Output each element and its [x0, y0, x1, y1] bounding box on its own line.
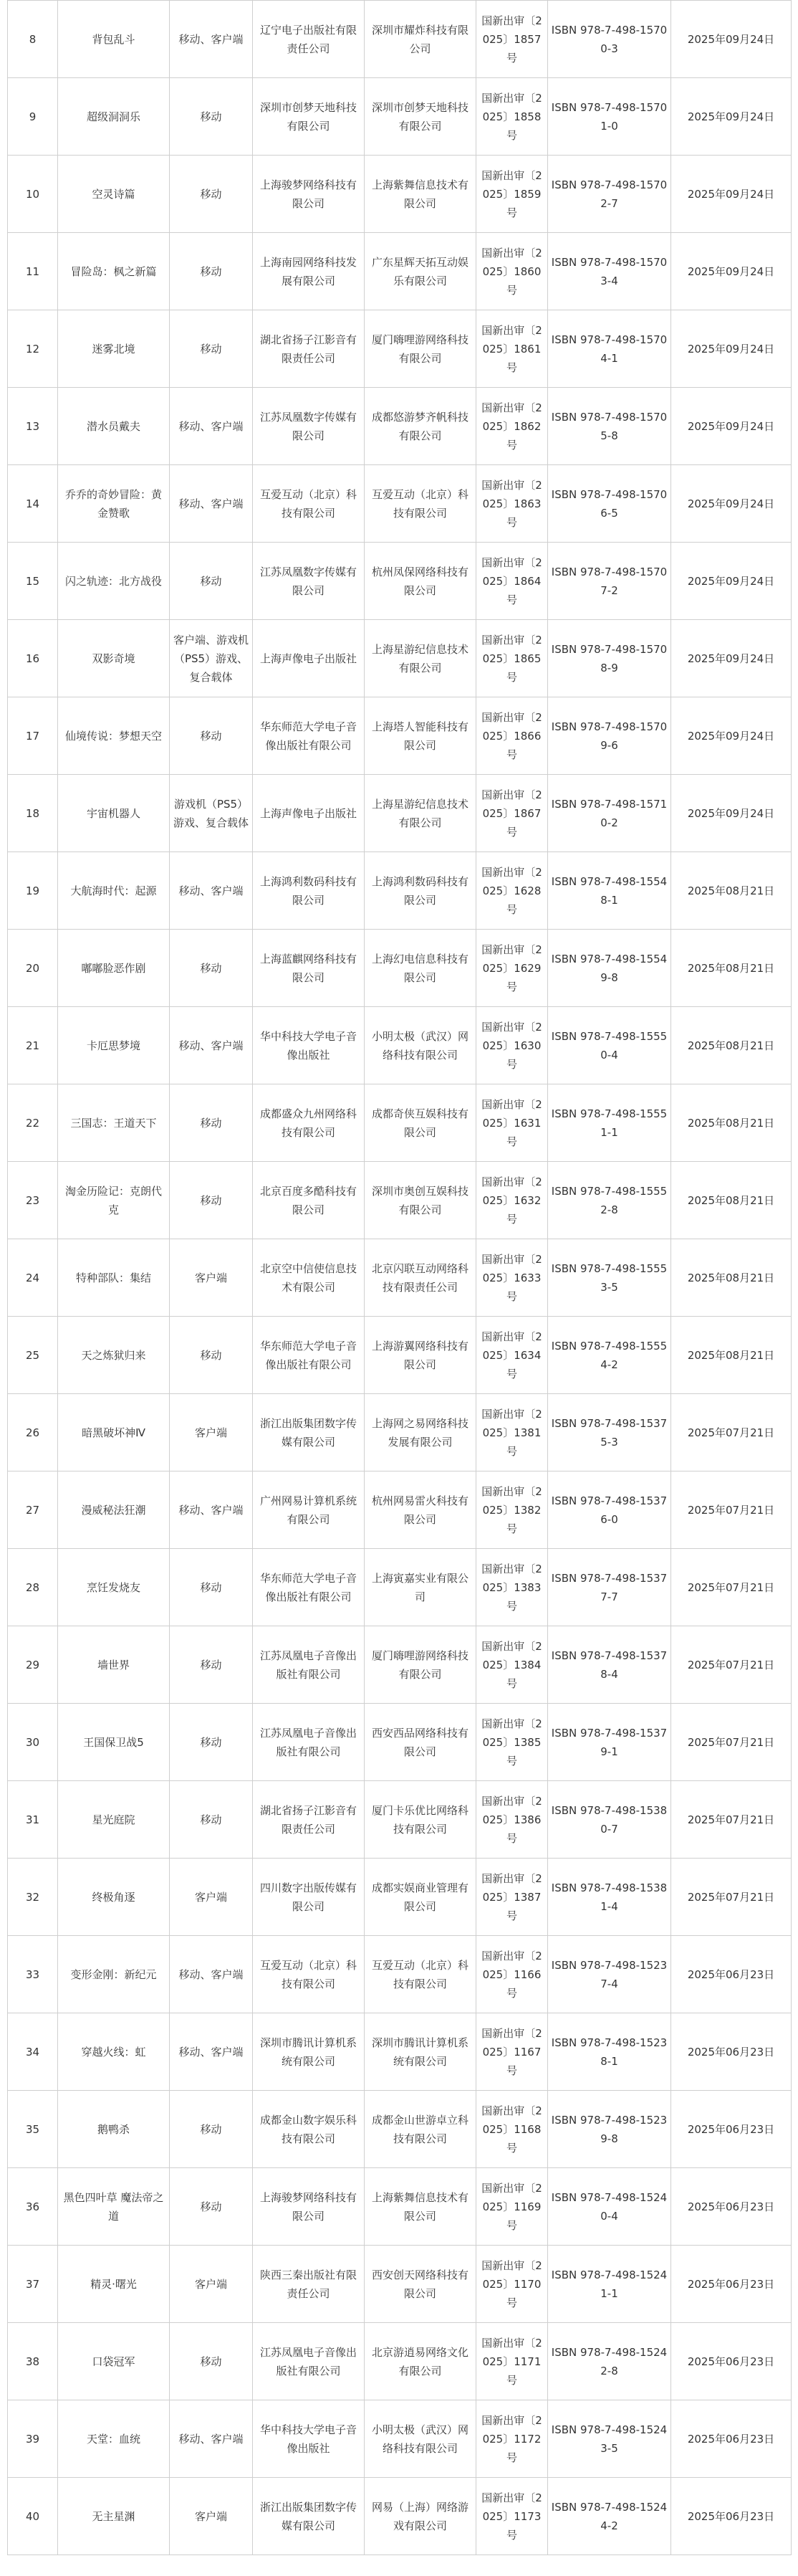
row-number-cell: 34 [8, 2013, 58, 2091]
row-number-cell: 38 [8, 2323, 58, 2400]
game-name-cell: 终极角逐 [58, 1859, 170, 1936]
isbn-cell: ISBN 978-7-498-15239-8 [548, 2091, 671, 2168]
approval-number-cell: 国新出审〔2025〕1632号 [476, 1162, 548, 1239]
approval-number-cell: 国新出审〔2025〕1861号 [476, 310, 548, 388]
row-number-cell: 39 [8, 2400, 58, 2478]
table-row [8, 1859, 792, 1936]
isbn-cell: ISBN 978-7-498-15549-8 [548, 930, 671, 1007]
operator-cell: 互爱互动（北京）科技有限公司 [365, 1936, 476, 2013]
table-row [8, 2478, 792, 2555]
row-number-cell: 32 [8, 1859, 58, 1936]
operator-cell: 上海寅嘉实业有限公司 [365, 1549, 476, 1626]
isbn-cell: ISBN 978-7-498-15705-8 [548, 388, 671, 465]
platform-cell: 移动、客户端 [170, 1936, 253, 2013]
operator-cell: 北京闪联互动网络科技有限责任公司 [365, 1239, 476, 1317]
game-name-cell: 暗黑破坏神Ⅳ [58, 1394, 170, 1471]
platform-cell: 移动 [170, 233, 253, 310]
approval-date-cell: 2025年09月24日 [671, 156, 792, 233]
isbn-cell: ISBN 978-7-498-15708-9 [548, 620, 671, 697]
game-name-cell: 迷雾北境 [58, 310, 170, 388]
approval-date-cell: 2025年08月21日 [671, 1162, 792, 1239]
publisher-cell: 北京百度多酷科技有限公司 [253, 1162, 365, 1239]
publisher-cell: 上海骏梦网络科技有限公司 [253, 156, 365, 233]
isbn-cell: ISBN 978-7-498-15704-1 [548, 310, 671, 388]
table-row [8, 543, 792, 620]
approval-number-cell: 国新出审〔2025〕1628号 [476, 852, 548, 930]
row-number-cell: 35 [8, 2091, 58, 2168]
approval-date-cell: 2025年09月24日 [671, 620, 792, 697]
approval-number-cell: 国新出审〔2025〕1863号 [476, 465, 548, 543]
approval-date-cell: 2025年07月21日 [671, 1781, 792, 1859]
approval-number-cell: 国新出审〔2025〕1858号 [476, 78, 548, 156]
platform-cell: 移动 [170, 156, 253, 233]
row-number-cell: 18 [8, 775, 58, 852]
platform-cell: 移动 [170, 1704, 253, 1781]
approval-date-cell: 2025年07月21日 [671, 1549, 792, 1626]
table-row [8, 1394, 792, 1471]
row-number-cell: 33 [8, 1936, 58, 2013]
approval-number-cell: 国新出审〔2025〕1867号 [476, 775, 548, 852]
operator-cell: 厦门卡乐优比网络科技有限公司 [365, 1781, 476, 1859]
row-number-cell: 26 [8, 1394, 58, 1471]
approval-date-cell: 2025年07月21日 [671, 1626, 792, 1704]
operator-cell: 上海紫舞信息技术有限公司 [365, 156, 476, 233]
approval-date-cell: 2025年07月21日 [671, 1394, 792, 1471]
publisher-cell: 江苏凤凰电子音像出版社有限公司 [253, 1704, 365, 1781]
publisher-cell: 华中科技大学电子音像出版社 [253, 2400, 365, 2478]
table-row [8, 620, 792, 697]
operator-cell: 小明太极（武汉）网络科技有限公司 [365, 2400, 476, 2478]
platform-cell: 客户端 [170, 1859, 253, 1936]
publisher-cell: 辽宁电子出版社有限责任公司 [253, 1, 365, 78]
platform-cell: 移动 [170, 543, 253, 620]
operator-cell: 杭州凤保网络科技有限公司 [365, 543, 476, 620]
row-number-cell: 13 [8, 388, 58, 465]
publisher-cell: 上海骏梦网络科技有限公司 [253, 2168, 365, 2246]
approval-date-cell: 2025年09月24日 [671, 465, 792, 543]
publisher-cell: 湖北省扬子江影音有限责任公司 [253, 310, 365, 388]
row-number-cell: 20 [8, 930, 58, 1007]
platform-cell: 移动 [170, 1084, 253, 1162]
approval-date-cell: 2025年07月21日 [671, 1471, 792, 1549]
row-number-cell: 16 [8, 620, 58, 697]
isbn-cell: ISBN 978-7-498-15240-4 [548, 2168, 671, 2246]
operator-cell: 成都奇侠互娱科技有限公司 [365, 1084, 476, 1162]
game-name-cell: 王国保卫战5 [58, 1704, 170, 1781]
approval-number-cell: 国新出审〔2025〕1865号 [476, 620, 548, 697]
approval-date-cell: 2025年09月24日 [671, 775, 792, 852]
row-number-cell: 22 [8, 1084, 58, 1162]
row-number-cell: 37 [8, 2246, 58, 2323]
game-name-cell: 双影奇境 [58, 620, 170, 697]
table-row [8, 78, 792, 156]
approval-date-cell: 2025年06月23日 [671, 2246, 792, 2323]
publisher-cell: 浙江出版集团数字传媒有限公司 [253, 2478, 365, 2555]
table-row [8, 1162, 792, 1239]
publisher-cell: 互爱互动（北京）科技有限公司 [253, 1936, 365, 2013]
approval-date-cell: 2025年06月23日 [671, 2400, 792, 2478]
row-number-cell: 11 [8, 233, 58, 310]
operator-cell: 成都金山世游卓立科技有限公司 [365, 2091, 476, 2168]
operator-cell: 互爱互动（北京）科技有限公司 [365, 465, 476, 543]
operator-cell: 成都悠游梦齐帆科技有限公司 [365, 388, 476, 465]
isbn-cell: ISBN 978-7-498-15554-2 [548, 1317, 671, 1394]
approval-date-cell: 2025年09月24日 [671, 543, 792, 620]
game-name-cell: 闪之轨迹：北方战役 [58, 543, 170, 620]
platform-cell: 移动 [170, 697, 253, 775]
approval-date-cell: 2025年08月21日 [671, 1007, 792, 1084]
approval-date-cell: 2025年08月21日 [671, 930, 792, 1007]
approval-date-cell: 2025年09月24日 [671, 310, 792, 388]
platform-cell: 移动 [170, 2168, 253, 2246]
approval-number-cell: 国新出审〔2025〕1381号 [476, 1394, 548, 1471]
approval-date-cell: 2025年07月21日 [671, 1859, 792, 1936]
publisher-cell: 深圳市腾讯计算机系统有限公司 [253, 2013, 365, 2091]
table-row [8, 233, 792, 310]
row-number-cell: 9 [8, 78, 58, 156]
publisher-cell: 广州网易计算机系统有限公司 [253, 1471, 365, 1549]
table-row [8, 2013, 792, 2091]
game-name-cell: 嘟嘟脸恶作剧 [58, 930, 170, 1007]
approval-number-cell: 国新出审〔2025〕1864号 [476, 543, 548, 620]
game-name-cell: 鹅鸭杀 [58, 2091, 170, 2168]
isbn-cell: ISBN 978-7-498-15709-6 [548, 697, 671, 775]
publisher-cell: 四川数字出版传媒有限公司 [253, 1859, 365, 1936]
game-name-cell: 特种部队：集结 [58, 1239, 170, 1317]
operator-cell: 小明太极（武汉）网络科技有限公司 [365, 1007, 476, 1084]
platform-cell: 客户端 [170, 1239, 253, 1317]
platform-cell: 移动、客户端 [170, 1471, 253, 1549]
approval-number-cell: 国新出审〔2025〕1173号 [476, 2478, 548, 2555]
approval-number-cell: 国新出审〔2025〕1384号 [476, 1626, 548, 1704]
publisher-cell: 上海声像电子出版社 [253, 620, 365, 697]
game-name-cell: 冒险岛：枫之新篇 [58, 233, 170, 310]
table-row [8, 852, 792, 930]
isbn-cell: ISBN 978-7-498-15380-7 [548, 1781, 671, 1859]
approval-number-cell: 国新出审〔2025〕1171号 [476, 2323, 548, 2400]
publisher-cell: 华东师范大学电子音像出版社有限公司 [253, 697, 365, 775]
platform-cell: 移动 [170, 2091, 253, 2168]
table-row [8, 1, 792, 78]
row-number-cell: 25 [8, 1317, 58, 1394]
platform-cell: 移动、客户端 [170, 1, 253, 78]
platform-cell: 移动、客户端 [170, 1007, 253, 1084]
approval-date-cell: 2025年06月23日 [671, 2091, 792, 2168]
game-name-cell: 淘金历险记：克朗代克 [58, 1162, 170, 1239]
approval-number-cell: 国新出审〔2025〕1170号 [476, 2246, 548, 2323]
approval-number-cell: 国新出审〔2025〕1862号 [476, 388, 548, 465]
approval-date-cell: 2025年09月24日 [671, 233, 792, 310]
platform-cell: 客户端 [170, 2478, 253, 2555]
row-number-cell: 21 [8, 1007, 58, 1084]
row-number-cell: 8 [8, 1, 58, 78]
row-number-cell: 14 [8, 465, 58, 543]
game-name-cell: 卡厄思梦境 [58, 1007, 170, 1084]
row-number-cell: 29 [8, 1626, 58, 1704]
operator-cell: 西安西品网络科技有限公司 [365, 1704, 476, 1781]
operator-cell: 上海幻电信息科技有限公司 [365, 930, 476, 1007]
table-row [8, 465, 792, 543]
isbn-cell: ISBN 978-7-498-15241-1 [548, 2246, 671, 2323]
approval-number-cell: 国新出审〔2025〕1857号 [476, 1, 548, 78]
game-name-cell: 精灵·曙光 [58, 2246, 170, 2323]
approval-number-cell: 国新出审〔2025〕1382号 [476, 1471, 548, 1549]
operator-cell: 西安创天网络科技有限公司 [365, 2246, 476, 2323]
table-row [8, 775, 792, 852]
approval-date-cell: 2025年06月23日 [671, 1936, 792, 2013]
game-name-cell: 大航海时代：起源 [58, 852, 170, 930]
row-number-cell: 30 [8, 1704, 58, 1781]
approval-number-cell: 国新出审〔2025〕1166号 [476, 1936, 548, 2013]
table-row [8, 1781, 792, 1859]
isbn-cell: ISBN 978-7-498-15706-5 [548, 465, 671, 543]
approval-number-cell: 国新出审〔2025〕1860号 [476, 233, 548, 310]
operator-cell: 上海网之易网络科技发展有限公司 [365, 1394, 476, 1471]
isbn-cell: ISBN 978-7-498-15551-1 [548, 1084, 671, 1162]
publisher-cell: 上海声像电子出版社 [253, 775, 365, 852]
approval-date-cell: 2025年08月21日 [671, 1084, 792, 1162]
approval-number-cell: 国新出审〔2025〕1630号 [476, 1007, 548, 1084]
table-row [8, 2323, 792, 2400]
operator-cell: 深圳市耀炸科技有限公司 [365, 1, 476, 78]
approval-date-cell: 2025年06月23日 [671, 2168, 792, 2246]
approval-number-cell: 国新出审〔2025〕1386号 [476, 1781, 548, 1859]
publisher-cell: 深圳市创梦天地科技有限公司 [253, 78, 365, 156]
publisher-cell: 华东师范大学电子音像出版社有限公司 [253, 1317, 365, 1394]
game-name-cell: 三国志：王道天下 [58, 1084, 170, 1162]
operator-cell: 厦门嗨哩游网络科技有限公司 [365, 1626, 476, 1704]
approval-number-cell: 国新出审〔2025〕1385号 [476, 1704, 548, 1781]
approval-date-cell: 2025年09月24日 [671, 1, 792, 78]
table-row [8, 1084, 792, 1162]
approval-date-cell: 2025年09月24日 [671, 388, 792, 465]
isbn-cell: ISBN 978-7-498-15703-4 [548, 233, 671, 310]
row-number-cell: 15 [8, 543, 58, 620]
table-row [8, 2400, 792, 2478]
operator-cell: 上海紫舞信息技术有限公司 [365, 2168, 476, 2246]
operator-cell: 上海星游纪信息技术有限公司 [365, 620, 476, 697]
platform-cell: 游戏机（PS5）游戏、复合载体 [170, 775, 253, 852]
game-name-cell: 超级洞洞乐 [58, 78, 170, 156]
table-row [8, 1626, 792, 1704]
approval-number-cell: 国新出审〔2025〕1634号 [476, 1317, 548, 1394]
approval-number-cell: 国新出审〔2025〕1383号 [476, 1549, 548, 1626]
game-name-cell: 背包乱斗 [58, 1, 170, 78]
publisher-cell: 成都盛众九州网络科技有限公司 [253, 1084, 365, 1162]
approval-date-cell: 2025年06月23日 [671, 2323, 792, 2400]
operator-cell: 深圳市腾讯计算机系统有限公司 [365, 2013, 476, 2091]
approval-date-cell: 2025年09月24日 [671, 697, 792, 775]
approval-table [7, 0, 792, 2555]
game-name-cell: 烹饪发烧友 [58, 1549, 170, 1626]
isbn-cell: ISBN 978-7-498-15548-1 [548, 852, 671, 930]
table-body [8, 1, 792, 2555]
game-name-cell: 空灵诗篇 [58, 156, 170, 233]
approval-date-cell: 2025年08月21日 [671, 1317, 792, 1394]
table-row [8, 1471, 792, 1549]
row-number-cell: 28 [8, 1549, 58, 1626]
isbn-cell: ISBN 978-7-498-15700-3 [548, 1, 671, 78]
approval-number-cell: 国新出审〔2025〕1172号 [476, 2400, 548, 2478]
approval-number-cell: 国新出审〔2025〕1169号 [476, 2168, 548, 2246]
row-number-cell: 40 [8, 2478, 58, 2555]
publisher-cell: 成都金山数字娱乐科技有限公司 [253, 2091, 365, 2168]
platform-cell: 移动 [170, 1549, 253, 1626]
isbn-cell: ISBN 978-7-498-15553-5 [548, 1239, 671, 1317]
publisher-cell: 湖北省扬子江影音有限责任公司 [253, 1781, 365, 1859]
publisher-cell: 陕西三秦出版社有限责任公司 [253, 2246, 365, 2323]
approval-number-cell: 国新出审〔2025〕1859号 [476, 156, 548, 233]
table-row [8, 156, 792, 233]
game-name-cell: 无主星渊 [58, 2478, 170, 2555]
operator-cell: 成都实娱商业管理有限公司 [365, 1859, 476, 1936]
game-name-cell: 潜水员戴夫 [58, 388, 170, 465]
publisher-cell: 江苏凤凰电子音像出版社有限公司 [253, 1626, 365, 1704]
isbn-cell: ISBN 978-7-498-15242-8 [548, 2323, 671, 2400]
table-row [8, 697, 792, 775]
operator-cell: 广东星辉天拓互动娱乐有限公司 [365, 233, 476, 310]
platform-cell: 移动、客户端 [170, 2400, 253, 2478]
table-row [8, 1936, 792, 2013]
operator-cell: 上海游翼网络科技有限公司 [365, 1317, 476, 1394]
table-row [8, 310, 792, 388]
table-row [8, 1239, 792, 1317]
game-name-cell: 天之炼狱归来 [58, 1317, 170, 1394]
approval-number-cell: 国新出审〔2025〕1168号 [476, 2091, 548, 2168]
isbn-cell: ISBN 978-7-498-15707-2 [548, 543, 671, 620]
isbn-cell: ISBN 978-7-498-15379-1 [548, 1704, 671, 1781]
publisher-cell: 江苏凤凰数字传媒有限公司 [253, 388, 365, 465]
isbn-cell: ISBN 978-7-498-15550-4 [548, 1007, 671, 1084]
table-row [8, 1549, 792, 1626]
approval-date-cell: 2025年08月21日 [671, 852, 792, 930]
approval-date-cell: 2025年06月23日 [671, 2478, 792, 2555]
table-row [8, 2091, 792, 2168]
isbn-cell: ISBN 978-7-498-15381-4 [548, 1859, 671, 1936]
table-row [8, 1704, 792, 1781]
approval-date-cell: 2025年08月21日 [671, 1239, 792, 1317]
publisher-cell: 江苏凤凰数字传媒有限公司 [253, 543, 365, 620]
isbn-cell: ISBN 978-7-498-15552-8 [548, 1162, 671, 1239]
approval-number-cell: 国新出审〔2025〕1866号 [476, 697, 548, 775]
operator-cell: 深圳市奥创互娱科技有限公司 [365, 1162, 476, 1239]
publisher-cell: 上海鸿利数码科技有限公司 [253, 852, 365, 930]
operator-cell: 深圳市创梦天地科技有限公司 [365, 78, 476, 156]
isbn-cell: ISBN 978-7-498-15243-5 [548, 2400, 671, 2478]
game-name-cell: 仙境传说：梦想天空 [58, 697, 170, 775]
game-name-cell: 天堂：血统 [58, 2400, 170, 2478]
game-name-cell: 漫威秘法狂潮 [58, 1471, 170, 1549]
game-name-cell: 穿越火线：虹 [58, 2013, 170, 2091]
operator-cell: 上海星游纪信息技术有限公司 [365, 775, 476, 852]
platform-cell: 移动 [170, 1781, 253, 1859]
platform-cell: 移动 [170, 1162, 253, 1239]
platform-cell: 移动 [170, 310, 253, 388]
approval-date-cell: 2025年07月21日 [671, 1704, 792, 1781]
publisher-cell: 华东师范大学电子音像出版社有限公司 [253, 1549, 365, 1626]
game-name-cell: 乔乔的奇妙冒险：黄金赞歌 [58, 465, 170, 543]
approval-number-cell: 国新出审〔2025〕1387号 [476, 1859, 548, 1936]
approval-number-cell: 国新出审〔2025〕1167号 [476, 2013, 548, 2091]
game-name-cell: 宇宙机器人 [58, 775, 170, 852]
operator-cell: 北京游逍易网络文化有限公司 [365, 2323, 476, 2400]
table-row [8, 1007, 792, 1084]
operator-cell: 上海鸿利数码科技有限公司 [365, 852, 476, 930]
approval-date-cell: 2025年09月24日 [671, 78, 792, 156]
platform-cell: 移动 [170, 78, 253, 156]
table-row [8, 2246, 792, 2323]
row-number-cell: 19 [8, 852, 58, 930]
table-row [8, 1317, 792, 1394]
row-number-cell: 23 [8, 1162, 58, 1239]
isbn-cell: ISBN 978-7-498-15244-2 [548, 2478, 671, 2555]
publisher-cell: 浙江出版集团数字传媒有限公司 [253, 1394, 365, 1471]
isbn-cell: ISBN 978-7-498-15377-7 [548, 1549, 671, 1626]
platform-cell: 客户端 [170, 2246, 253, 2323]
platform-cell: 移动、客户端 [170, 388, 253, 465]
row-number-cell: 27 [8, 1471, 58, 1549]
isbn-cell: ISBN 978-7-498-15701-0 [548, 78, 671, 156]
isbn-cell: ISBN 978-7-498-15702-7 [548, 156, 671, 233]
isbn-cell: ISBN 978-7-498-15376-0 [548, 1471, 671, 1549]
platform-cell: 移动、客户端 [170, 465, 253, 543]
game-name-cell: 变形金刚：新纪元 [58, 1936, 170, 2013]
game-name-cell: 星光庭院 [58, 1781, 170, 1859]
approval-number-cell: 国新出审〔2025〕1629号 [476, 930, 548, 1007]
publisher-cell: 上海南园网络科技发展有限公司 [253, 233, 365, 310]
publisher-cell: 江苏凤凰电子音像出版社有限公司 [253, 2323, 365, 2400]
row-number-cell: 17 [8, 697, 58, 775]
isbn-cell: ISBN 978-7-498-15378-4 [548, 1626, 671, 1704]
table-row [8, 930, 792, 1007]
game-name-cell: 黑色四叶草 魔法帝之道 [58, 2168, 170, 2246]
approval-number-cell: 国新出审〔2025〕1631号 [476, 1084, 548, 1162]
row-number-cell: 12 [8, 310, 58, 388]
platform-cell: 移动 [170, 930, 253, 1007]
platform-cell: 客户端 [170, 1394, 253, 1471]
operator-cell: 网易（上海）网络游戏有限公司 [365, 2478, 476, 2555]
operator-cell: 杭州网易雷火科技有限公司 [365, 1471, 476, 1549]
isbn-cell: ISBN 978-7-498-15238-1 [548, 2013, 671, 2091]
operator-cell: 上海塔人智能科技有限公司 [365, 697, 476, 775]
isbn-cell: ISBN 978-7-498-15237-4 [548, 1936, 671, 2013]
row-number-cell: 36 [8, 2168, 58, 2246]
row-number-cell: 24 [8, 1239, 58, 1317]
publisher-cell: 互爱互动（北京）科技有限公司 [253, 465, 365, 543]
platform-cell: 移动 [170, 1317, 253, 1394]
platform-cell: 移动 [170, 1626, 253, 1704]
game-name-cell: 口袋冠军 [58, 2323, 170, 2400]
isbn-cell: ISBN 978-7-498-15375-3 [548, 1394, 671, 1471]
approval-number-cell: 国新出审〔2025〕1633号 [476, 1239, 548, 1317]
platform-cell: 客户端、游戏机（PS5）游戏、复合载体 [170, 620, 253, 697]
row-number-cell: 31 [8, 1781, 58, 1859]
approval-date-cell: 2025年06月23日 [671, 2013, 792, 2091]
operator-cell: 厦门嗨哩游网络科技有限公司 [365, 310, 476, 388]
platform-cell: 移动、客户端 [170, 2013, 253, 2091]
isbn-cell: ISBN 978-7-498-15710-2 [548, 775, 671, 852]
platform-cell: 移动 [170, 2323, 253, 2400]
publisher-cell: 北京空中信使信息技术有限公司 [253, 1239, 365, 1317]
game-name-cell: 墙世界 [58, 1626, 170, 1704]
publisher-cell: 上海蓝麒网络科技有限公司 [253, 930, 365, 1007]
publisher-cell: 华中科技大学电子音像出版社 [253, 1007, 365, 1084]
platform-cell: 移动、客户端 [170, 852, 253, 930]
table-row [8, 388, 792, 465]
row-number-cell: 10 [8, 156, 58, 233]
table-row [8, 2168, 792, 2246]
